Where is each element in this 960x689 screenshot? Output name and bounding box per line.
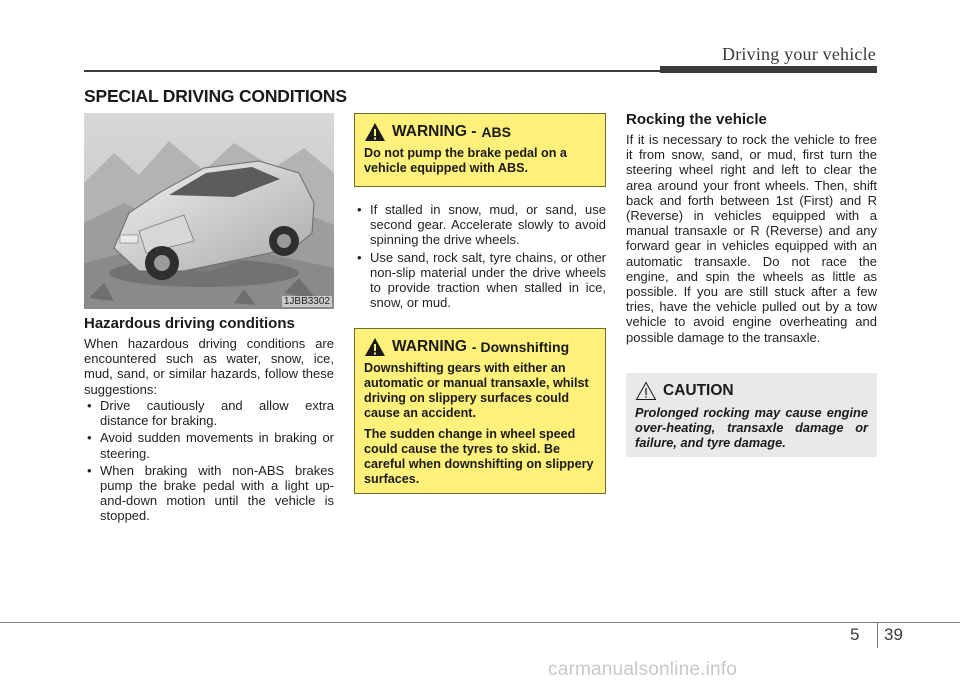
caution-triangle-icon: [635, 381, 657, 401]
header-rule: [84, 70, 660, 72]
warning-downshift-text-1: Downshifting gears with either an automatic or manual transaxle, whilst driving on slippery surfaces could cause an accident.: [364, 361, 589, 420]
header-rule-bar: [660, 66, 877, 73]
warning-abs-text: Do not pump the brake pedal on a vehicle equipped with ABS.: [364, 146, 567, 175]
caution-header: [635, 377, 868, 405]
warning-triangle-icon: [364, 122, 386, 142]
warning-label: WARNING: [392, 338, 467, 355]
warning-subject: ABS: [481, 124, 511, 140]
hazardous-bullets: [84, 398, 334, 526]
section-number: 5: [850, 625, 860, 644]
warning-label: WARNING -: [392, 123, 477, 140]
footer-rule: [0, 622, 960, 623]
page-number-divider: [877, 622, 878, 648]
list-item: • Drive cautiously and allow extra distance for braking.: [84, 398, 334, 428]
list-item: • When braking with non-ABS brakes pump the brake pedal with a light up-and-down motion until the vehicle is stopped.: [84, 463, 334, 524]
warning-abs-header: [364, 118, 596, 146]
rocking-heading: Rocking the vehicle: [626, 111, 767, 128]
hazardous-intro: When hazardous driving conditions are encountered such as water, snow, ice, mud, sand, or similar hazards, follow these suggestions:: [84, 336, 334, 397]
figure-code: 1JBB3302: [283, 296, 330, 307]
list-item: • Use sand, rock salt, tyre chains, or other non-slip material under the drive wheels to provide traction when stalled in ice, snow, or mud.: [354, 250, 606, 311]
warning-downshift-box: [354, 328, 606, 494]
caution-box: [626, 373, 877, 457]
warning-downshift-text-2: The sudden change in wheel speed could cause the tyres to skid. Be careful when downshifting on slippery surfaces.: [364, 427, 594, 486]
watermark: carmanualsonline.info: [548, 659, 738, 680]
car-on-rocky-terrain-image: [84, 113, 334, 309]
warning-abs-box: [354, 113, 606, 187]
warning-subject: - Downshifting: [471, 339, 570, 355]
car-illustration: [84, 113, 334, 309]
section-title: SPECIAL DRIVING CONDITIONS: [84, 86, 347, 106]
list-item: • Avoid sudden movements in braking or steering.: [84, 430, 334, 460]
caution-text: Prolonged rocking may cause engine over-heating, transaxle damage or failure, and tyre damage.: [635, 405, 868, 450]
warning-downshift-header: [364, 333, 596, 361]
hazardous-heading: Hazardous driving conditions: [84, 315, 295, 332]
rocking-text: If it is necessary to rock the vehicle to free it from snow, sand, or mud, first turn the steering wheel right and left to clear the area around your front wheels. Then, shift back and forth between 1st (First) and R (Reverse) in vehicles equipped with a manual transaxle or R (Reverse) and any forward gear in vehicles equipped with an automatic transaxle. Do not race the engine, and spin the wheels as little as possible. If you are still stuck after a few tries, have the vehicle pulled out by a tow vehicle to avoid engine overheating and possible damage to the transaxle.: [626, 132, 877, 345]
middle-bullets: [354, 202, 606, 312]
running-header: Driving your vehicle: [722, 44, 876, 64]
page-number: 39: [884, 625, 903, 644]
list-item: • If stalled in snow, mud, or sand, use second gear. Accelerate slowly to avoid spinning the drive wheels.: [354, 202, 606, 248]
warning-triangle-icon: [364, 337, 386, 357]
caution-label: CAUTION: [663, 382, 734, 399]
